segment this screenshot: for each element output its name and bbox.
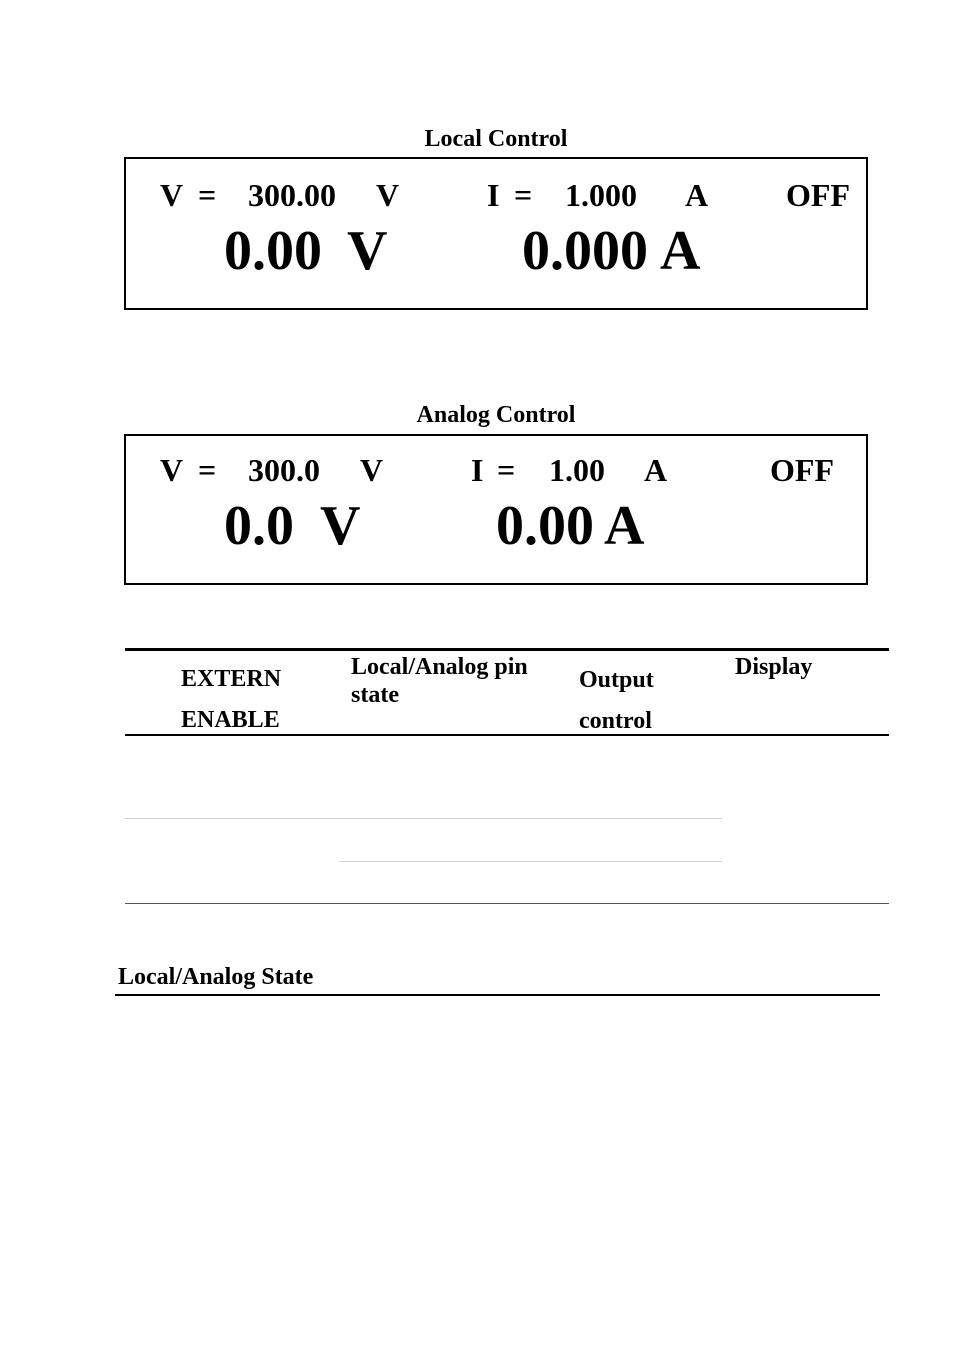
set-voltage-equals: = xyxy=(198,452,217,488)
table-bottom-rule xyxy=(125,903,889,904)
set-current-value: 1.00 xyxy=(549,452,605,488)
header-output-control: Output control xyxy=(579,667,654,734)
measured-current: 0.00 xyxy=(496,495,594,557)
measured-voltage: 0.00 xyxy=(224,220,322,282)
header-display: Display xyxy=(735,654,813,680)
header-rule xyxy=(125,734,889,736)
measured-voltage: 0.0 xyxy=(224,495,294,557)
local-control-display xyxy=(124,157,868,310)
local-control-caption: Local Control xyxy=(424,126,568,152)
measured-current-unit: A xyxy=(660,220,701,282)
table-row xyxy=(339,861,722,862)
set-voltage-value: 300.00 xyxy=(248,177,336,213)
set-voltage-equals: = xyxy=(198,177,217,213)
measured-current: 0.000 xyxy=(522,220,648,282)
set-current-unit: A xyxy=(685,177,709,213)
set-current-label: I xyxy=(487,177,500,213)
measured-current-unit: A xyxy=(604,495,645,557)
analog-control-display xyxy=(124,434,868,585)
measured-voltage-unit: V xyxy=(347,220,388,282)
set-voltage-unit: V xyxy=(376,177,400,213)
section-heading-rule xyxy=(115,994,880,996)
set-voltage-value: 300.0 xyxy=(248,452,320,488)
table-top-rule xyxy=(125,648,889,651)
set-voltage-label: V xyxy=(160,177,184,213)
set-voltage-label: V xyxy=(160,452,184,488)
output-state: OFF xyxy=(770,452,834,488)
output-state: OFF xyxy=(786,177,850,213)
set-current-value: 1.000 xyxy=(565,177,637,213)
set-current-label: I xyxy=(471,452,484,488)
analog-control-caption: Analog Control xyxy=(416,402,576,428)
table-row xyxy=(125,818,722,819)
set-current-equals: = xyxy=(497,452,516,488)
section-heading: Local/Analog State xyxy=(118,964,314,990)
measured-voltage-unit: V xyxy=(320,495,361,557)
set-current-unit: A xyxy=(644,452,668,488)
set-current-equals: = xyxy=(514,177,533,213)
header-extern-enable: EXTERN ENABLE xyxy=(181,666,282,733)
set-voltage-unit: V xyxy=(360,452,384,488)
header-pin-state: Local/Analog pin state xyxy=(351,654,528,708)
